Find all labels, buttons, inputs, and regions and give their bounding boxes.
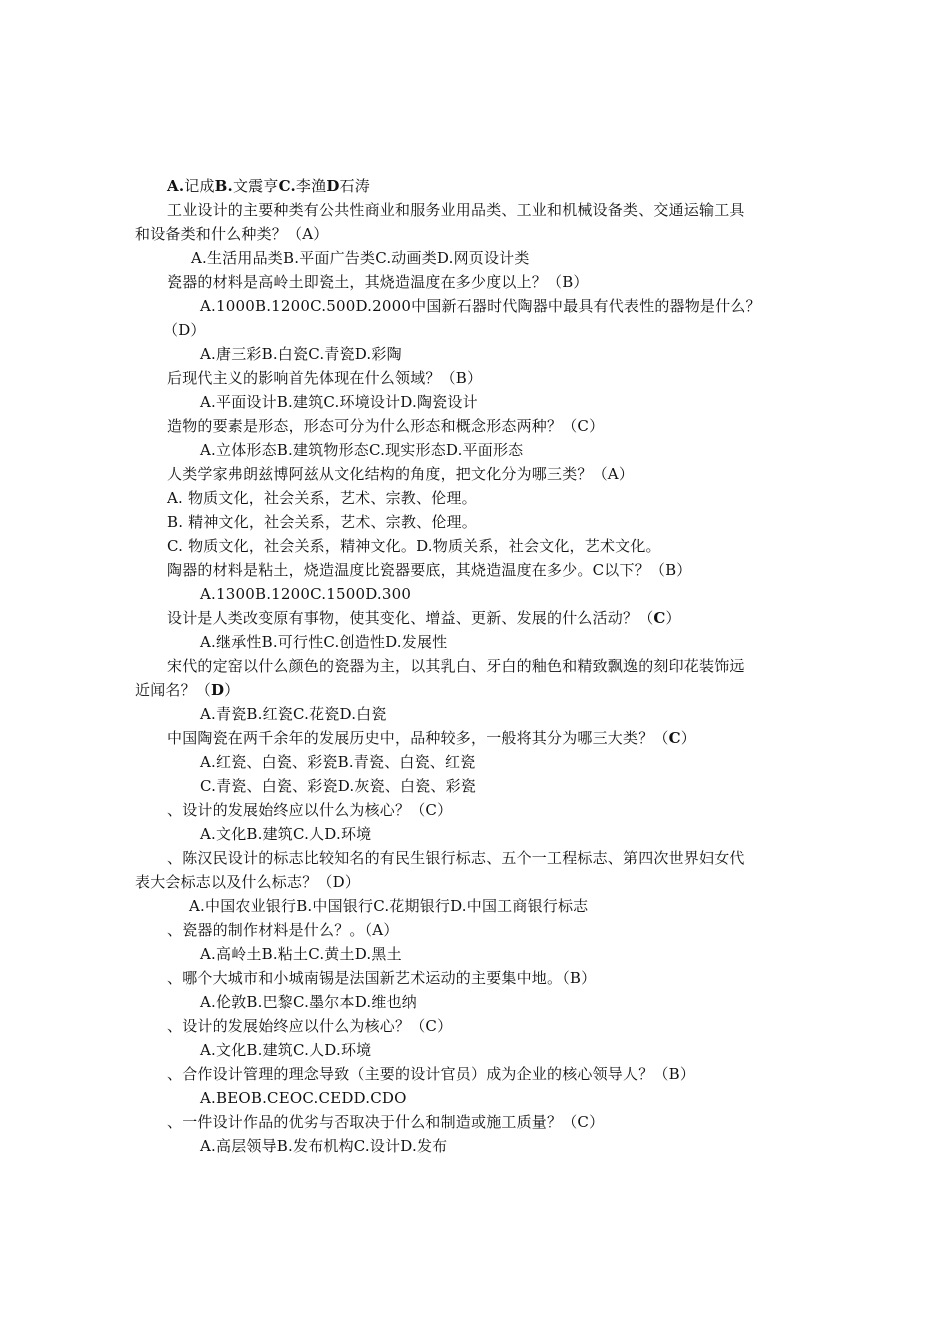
question-text: 、一件设计作品的优劣与否取决于什么和制造或施工质量？（C） — [167, 1113, 605, 1131]
answer-options-line: A.文化B.建筑C.人D.环境 — [200, 825, 372, 843]
question-text: 、陈汉民设计的标志比较知名的有民生银行标志、五个一工程标志、第四次世界妇女代 — [167, 849, 745, 867]
answer-options-line: A.高岭土B.粘土C.黄土D.黑土 — [200, 945, 402, 963]
question-text: 造物的要素是形态，形态可分为什么形态和概念形态两种？（C） — [167, 417, 605, 435]
question-body: 近闻名？（ — [135, 681, 212, 699]
question-text: 瓷器的材料是高岭土即瓷土，其烧造温度在多少度以上？（B） — [167, 273, 589, 291]
answer-letter: D — [211, 681, 225, 699]
question-body: 中国陶瓷在两千余年的发展历史中，品种较多，一般将其分为哪三大类？（ — [167, 729, 669, 747]
answer-close: ） — [665, 609, 681, 627]
answer-options-line: A.伦敦B.巴黎C.墨尔本D.维也纳 — [200, 993, 417, 1011]
question-text: 宋代的定窑以什么颜色的瓷器为主，以其乳白、牙白的釉色和精致飘逸的刻印花装饰远 — [167, 657, 745, 675]
question-text-continued: 表大会标志以及什么标志？（D） — [135, 873, 361, 891]
question-text: 、哪个大城市和小城南锡是法国新艺术运动的主要集中地。（B） — [167, 969, 597, 987]
question-text: 陶器的材料是粘土，烧造温度比瓷器要底，其烧造温度在多少。C以下？（B） — [167, 561, 692, 579]
answer-options-line: A.BEOB.CEOC.CEDD.CDO — [200, 1089, 407, 1107]
answer-options-line: A.1300B.1200C.1500D.300 — [200, 585, 412, 603]
answer-options-line: A.生活用品类B.平面广告类C.动画类D.网页设计类 — [191, 249, 530, 267]
answer-options-line: A.高层领导B.发布机构C.设计D.发布 — [200, 1137, 448, 1155]
question-text-continued: 和设备类和什么种类？（A） — [135, 225, 329, 243]
question-answer-marker: （D） — [163, 321, 206, 339]
answer-options-line: A.青瓷B.红瓷C.花瓷D.白瓷 — [200, 705, 387, 723]
answer-close: ） — [680, 729, 696, 747]
question-text: 、合作设计管理的理念导致（主要的设计官员）成为企业的核心领导人？（B） — [167, 1065, 696, 1083]
option-letter: D — [326, 177, 340, 195]
answer-letter: C — [653, 609, 666, 627]
option-letter: B. — [214, 177, 233, 195]
answer-options-line — [167, 176, 370, 196]
answer-option: C. 物质文化，社会关系，精神文化。D.物质关系，社会文化，艺术文化。 — [167, 537, 661, 555]
question-text: 人类学家弗朗兹博阿兹从文化结构的角度，把文化分为哪三类？（A） — [167, 465, 635, 483]
option-text: 石涛 — [339, 177, 370, 195]
answer-letter: C — [668, 729, 681, 747]
question-body: 设计是人类改变原有事物，使其变化、增益、更新、发展的什么活动？（ — [167, 609, 654, 627]
question-text-continued — [135, 680, 239, 700]
answer-option: A. 物质文化，社会关系，艺术、宗教、伦理。 — [167, 489, 477, 507]
answer-options-line: C.青瓷、白瓷、彩瓷D.灰瓷、白瓷、彩瓷 — [200, 777, 476, 795]
question-text: 、设计的发展始终应以什么为核心？（C） — [167, 1017, 453, 1035]
answer-option: B. 精神文化，社会关系，艺术、宗教、伦理。 — [167, 513, 477, 531]
answer-options-line: A.唐三彩B.白瓷C.青瓷D.彩陶 — [200, 345, 402, 363]
option-text: 记成 — [184, 177, 215, 195]
question-text — [167, 728, 696, 748]
question-text: 后现代主义的影响首先体现在什么领域？（B） — [167, 369, 483, 387]
option-text: 文震亨 — [232, 177, 279, 195]
question-text: 工业设计的主要种类有公共性商业和服务业用品类、工业和机械设备类、交通运输工具 — [167, 201, 745, 219]
question-text: 、瓷器的制作材料是什么？。（A） — [167, 921, 399, 939]
question-text — [167, 608, 681, 628]
option-letter: A. — [167, 177, 185, 195]
answer-close: ） — [224, 681, 240, 699]
answer-options-line: A.立体形态B.建筑物形态C.现实形态D.平面形态 — [200, 441, 524, 459]
answer-options-line: A.中国农业银行B.中国银行C.花期银行D.中国工商银行标志 — [189, 897, 589, 915]
option-text: 李渔 — [295, 177, 327, 195]
answer-options-line: A.红瓷、白瓷、彩瓷B.青瓷、白瓷、红瓷 — [200, 753, 476, 771]
option-letter: C. — [278, 177, 296, 195]
answer-options-line: A.平面设计B.建筑C.环境设计D.陶瓷设计 — [200, 393, 478, 411]
answer-options-line: A.1000B.1200C.500D.2000中国新石器时代陶器中最具有代表性的器物是什么？ — [200, 297, 761, 315]
answer-options-line: A.继承性B.可行性C.创造性D.发展性 — [200, 633, 448, 651]
question-text: 、设计的发展始终应以什么为核心？（C） — [167, 801, 453, 819]
answer-options-line: A.文化B.建筑C.人D.环境 — [200, 1041, 372, 1059]
